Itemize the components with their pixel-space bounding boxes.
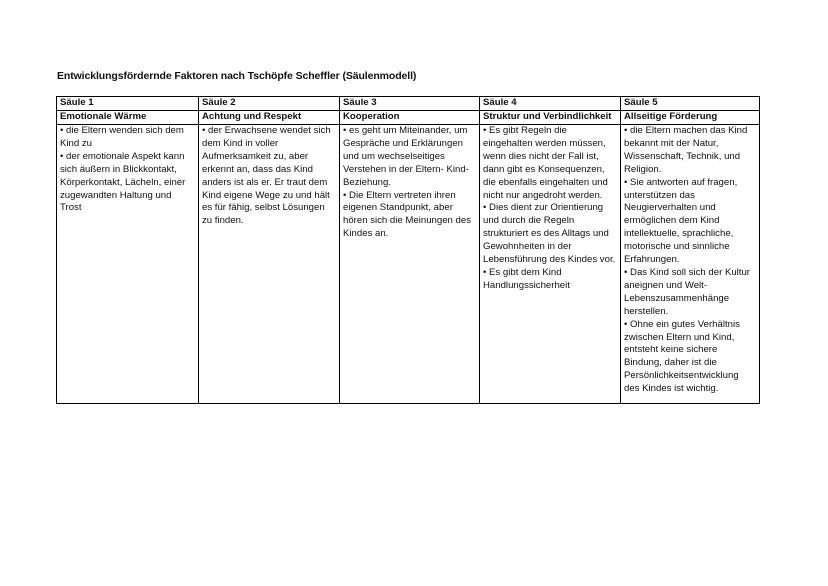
pillar-1-description <box>57 125 199 404</box>
bullet-point: • Dies dient zur Orientierung und durch die Regeln strukturiert es des Alltags und Gewohnheiten in der Lebensführung des Kindes vor. <box>483 202 617 267</box>
pillar-5-description <box>621 125 760 404</box>
bullet-point: • die Eltern wenden sich dem Kind zu <box>60 125 195 151</box>
bullet-point: • die Eltern machen das Kind bekannt mit der Natur, Wissenschaft, Technik, und Religion. <box>624 125 756 177</box>
factor-header-row <box>57 111 760 125</box>
bullet-point: • es geht um Miteinander, um Gespräche und Erklärungen und um wechselseitiges Verstehen in der Eltern- Kind- Beziehung. <box>343 125 476 190</box>
pillar-model-table <box>56 96 760 404</box>
bullet-point: • Es gibt dem Kind Handlungssicherheit <box>483 267 617 293</box>
pillar-header-row <box>57 97 760 111</box>
bullet-point: • Ohne ein gutes Verhältnis zwischen Eltern und Kind, entsteht keine sichere Bindung, daher ist die Persönlichkeitsentwicklung des Kindes ist wichtig. <box>624 319 756 396</box>
pillar-3-factor: Kooperation <box>340 111 480 125</box>
bullet-point: • Es gibt Regeln die eingehalten werden müssen, wenn dies nicht der Fall ist, dann gibt es Konsequenzen, die ebenfalls eingehalten und nicht nur angedroht werden. <box>483 125 617 202</box>
pillar-4-header: Säule 4 <box>480 97 621 111</box>
pillar-1-header: Säule 1 <box>57 97 199 111</box>
pillar-3-description <box>340 125 480 404</box>
pillar-5-header: Säule 5 <box>621 97 760 111</box>
description-row <box>57 125 760 404</box>
pillar-2-header: Säule 2 <box>199 97 340 111</box>
pillar-5-factor: Allseitige Förderung <box>621 111 760 125</box>
bullet-point: • der emotionale Aspekt kann sich äußern in Blickkontakt, Körperkontakt, Lächeln, einer zugewandten Haltung und Trost <box>60 151 195 216</box>
bullet-point: • Das Kind soll sich der Kultur aneignen und Welt- Lebenszusammenhänge herstellen. <box>624 267 756 319</box>
pillar-3-header: Säule 3 <box>340 97 480 111</box>
document-title: Entwicklungsfördernde Faktoren nach Tschöpfe Scheffler (Säulenmodell) <box>57 70 417 82</box>
pillar-1-factor: Emotionale Wärme <box>57 111 199 125</box>
pillar-4-description <box>480 125 621 404</box>
pillar-4-factor: Struktur und Verbindlichkeit <box>480 111 621 125</box>
pillar-2-factor: Achtung und Respekt <box>199 111 340 125</box>
pillar-2-description <box>199 125 340 404</box>
bullet-point: • Die Eltern vertreten ihren eigenen Standpunkt, aber hören sich die Meinungen des Kindes an. <box>343 190 476 242</box>
bullet-point: • Sie antworten auf fragen, unterstützen das Neugierverhalten und ermöglichen dem Kind intellektuelle, sprachliche, motorische und sinnliche Erfahrungen. <box>624 177 756 267</box>
bullet-point: • der Erwachsene wendet sich dem Kind in voller Aufmerksamkeit zu, aber erkennt an, dass das Kind anders ist als er. Er traut dem Kind eigene Wege zu und hält es für fähig, selbst Lösungen zu finden. <box>202 125 336 228</box>
